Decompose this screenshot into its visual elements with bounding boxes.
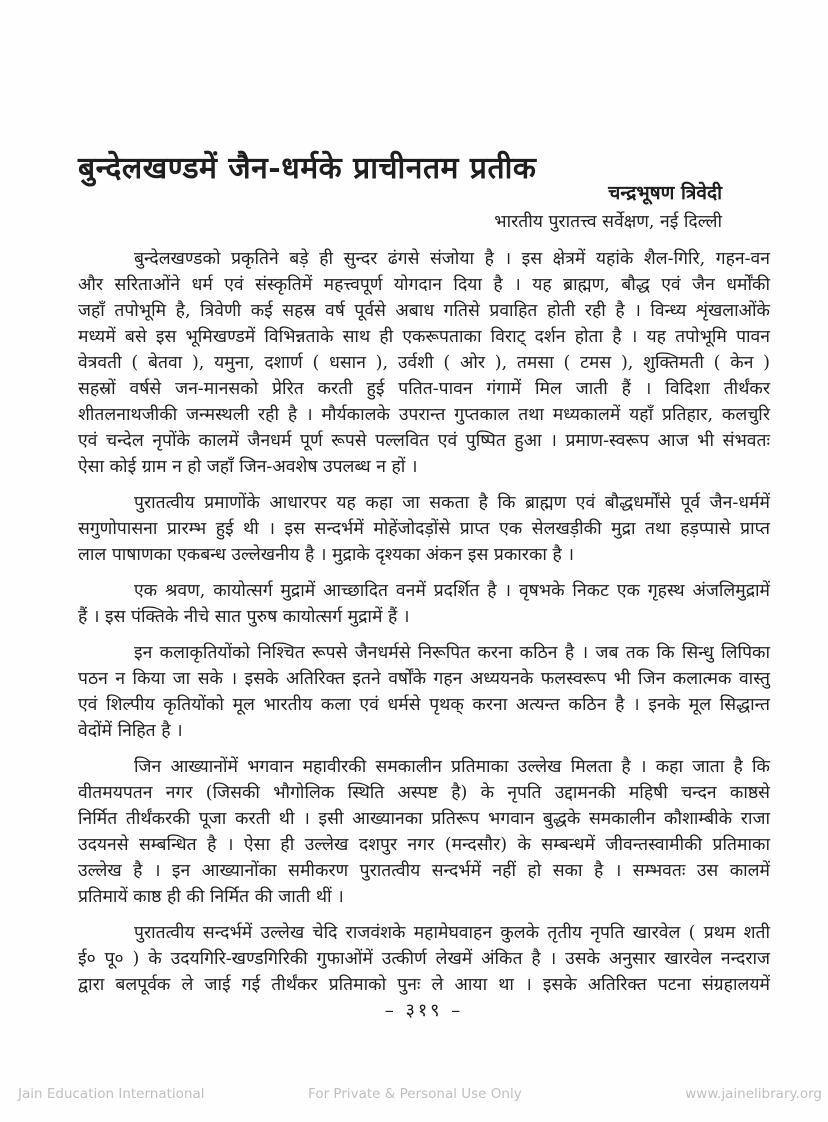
paragraph-4 bbox=[78, 640, 770, 744]
text-line: लाल पाषाणका एकबन्ध उल्लेखनीय है । मुद्राके दृश्यका अंकन इस प्रकारका है । bbox=[78, 545, 574, 565]
article-title: बुन्देलखण्डमें जैन-धर्मके प्राचीनतम प्रतीक bbox=[78, 151, 537, 187]
page-number: – ३१९ – bbox=[384, 1000, 464, 1021]
text-line: पुरातत्वीय प्रमाणोंके आधारपर यह कहा जा सकता है कि ब्राह्मण एवं बौद्धधर्मोंसे पूर्व जैन-धर्ममें bbox=[134, 493, 770, 513]
article-body bbox=[78, 246, 770, 1008]
text-line: वेत्रवती ( बेतवा ), यमुना, दशार्ण ( धसान ), उर्वशी ( ओर ), तमसा ( टमस ), शुक्तिमती ( केन ) bbox=[78, 353, 770, 373]
text-line: पुरातत्वीय सन्दर्भमें उल्लेख चेदि राजवंशके महामेघवाहन कुलके तृतीय नृपति खारवेल ( प्रथम शती bbox=[134, 923, 771, 943]
text-line: और सरिताओंने धर्म एवं संस्कृतिमें महत्त्वपूर्ण योगदान दिया है । यह ब्राह्मण, बौद्ध एवं जैन धर्मोंकी bbox=[78, 275, 770, 295]
text-line: उल्लेख है । इन आख्यानोंका समीकरण पुरातत्वीय सन्दर्भमें नहीं हो सका है । सम्भवतः उस कालमें bbox=[78, 861, 770, 881]
paragraph-6 bbox=[78, 920, 770, 998]
author-affiliation: भारतीय पुरातत्त्व सर्वेक्षण, नई दिल्ली bbox=[494, 212, 722, 232]
footer-publisher: Jain Education International bbox=[18, 1086, 205, 1102]
text-line: पठन न किया जा सके । इसके अतिरिक्त इतने वर्षोंके गहन अध्ययनके फलस्वरूप भी जिन कलात्मक वास्तु bbox=[78, 669, 770, 689]
paragraph-2 bbox=[78, 490, 770, 568]
text-line: एवं शिल्पीय कृतियोंको मूल भारतीय कला एवं धर्मसे पृथक् करना अत्यन्त कठिन है । इनके मूल सिद्धान्त bbox=[78, 695, 770, 715]
paragraph-3 bbox=[78, 578, 770, 630]
text-line: प्रतिमायें काष्ठ ही की निर्मित की जाती थीं । bbox=[78, 887, 344, 907]
text-line: मध्यमें बसे इस भूमिखण्डमें विभिन्नताके साथ ही एकरूपताका विराट् दर्शन होता है । यह तपोभूमि पावन bbox=[78, 327, 770, 347]
text-line: जहाँ तपोभूमि है, त्रिवेणी कई सहस्र वर्ष पूर्वसे अबाध गतिसे प्रवाहित होती रही है । विन्ध्य शृंखलाओंके bbox=[78, 301, 770, 321]
text-line: ई० पू० ) के उदयगिरि-खण्डगिरिकी गुफाओंमें उत्कीर्ण लेखमें अंकित है । उसके अनुसार खारवेल नन्दराज bbox=[78, 949, 770, 969]
text-line: हैं । इस पंक्तिके नीचे सात पुरुष कायोत्सर्ग मुद्रामें हैं । bbox=[78, 607, 410, 627]
text-line: सहस्रों वर्षसे जन-मानसको प्रेरित करती हुई पतित-पावन गंगामें मिल जाती हैं । विदिशा तीर्थंकर bbox=[78, 379, 770, 399]
text-line: द्वारा बलपूर्वक ले जाई गई तीर्थंकर प्रतिमाको पुनः ले आया था । इसके अतिरिक्त पटना संग्रहालयमें bbox=[78, 975, 770, 995]
text-line: एवं चन्देल नृपोंके कालमें जैनधर्म पूर्ण रूपसे पल्लवित एवं पुष्पित हुआ । प्रमाण-स्वरूप आज भी संभवतः bbox=[78, 431, 770, 451]
author-name: चन्द्रभूषण त्रिवेदी bbox=[608, 182, 722, 204]
text-line: शीतलनाथजीकी जन्मस्थली रही है । मौर्यकालके उपरान्त गुप्तकाल तथा मध्यकालमें यहाँ प्रतिहार, कलचुरि bbox=[78, 405, 770, 425]
footer-usage-note: For Private & Personal Use Only bbox=[308, 1086, 522, 1102]
text-line: बुन्देलखण्डको प्रकृतिने बड़े ही सुन्दर ढंगसे संजोया है । इस क्षेत्रमें यहांके शैल-गिरि, गहन-वन bbox=[134, 249, 770, 269]
text-line: वीतमयपतन नगर (जिसकी भौगोलिक स्थिति अस्पष्ट है) के नृपति उद्दामनकी महिषी चन्दन काष्ठसे bbox=[78, 783, 770, 803]
text-line: ऐसा कोई ग्राम न हो जहाँ जिन-अवशेष उपलब्ध न हों । bbox=[78, 457, 418, 477]
text-line: सगुणोपासना प्रारम्भ हुई थी । इस सन्दर्भमें मोहेंजोदड़ोंसे प्राप्त एक सेलखड़ीकी मुद्रा तथा हड़प्पासे प्राप्त bbox=[78, 519, 770, 539]
byline bbox=[494, 178, 722, 236]
footer-website: www.jainelibrary.org bbox=[685, 1086, 822, 1102]
text-line: इन कलाकृतियोंको निश्चित रूपसे जैनधर्मसे निरूपित करना कठिन है । जब तक कि सिन्धु लिपिका bbox=[134, 643, 770, 663]
paragraph-1 bbox=[78, 246, 770, 480]
text-line: उदयनसे सम्बन्धित है । ऐसा ही उल्लेख दशपुर नगर (मन्दसौर) के सम्बन्धमें जीवन्तस्वामीकी प्रतिमाका bbox=[78, 835, 770, 855]
text-line: एक श्रवण, कायोत्सर्ग मुद्रामें आच्छादित वनमें प्रदर्शित है । वृषभके निकट एक गृहस्थ अंजलिमुद्रामें bbox=[134, 581, 770, 601]
scan-footer bbox=[0, 1086, 828, 1102]
paragraph-5 bbox=[78, 754, 770, 910]
text-line: वेदोंमें निहित है । bbox=[78, 721, 183, 741]
text-line: जिन आख्यानोंमें भगवान महावीरकी समकालीन प्रतिमाका उल्लेख मिलता है । कहा जाता है कि bbox=[134, 757, 770, 777]
text-line: निर्मित तीर्थंकरकी पूजा करती थी । इसी आख्यानका प्रतिरूप भगवान बुद्धके समकालीन कौशाम्बीके राजा bbox=[78, 809, 770, 829]
